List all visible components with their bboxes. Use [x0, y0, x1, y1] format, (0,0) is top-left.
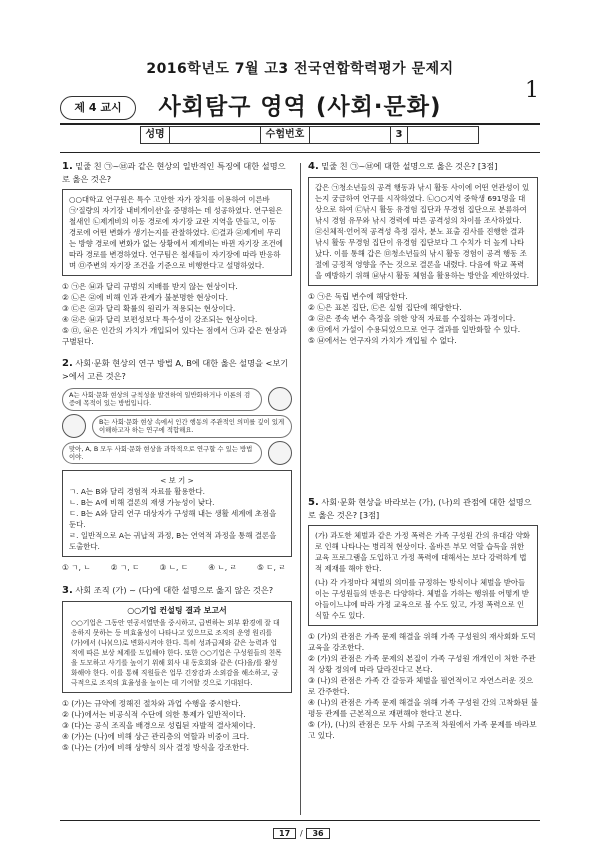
- option-3[interactable]: ③ ㄴ, ㄷ: [159, 563, 189, 573]
- dialogue-row-1: [62, 386, 292, 413]
- session-badge: 제 4 교시: [60, 96, 136, 120]
- option-1[interactable]: ① (가)의 관점은 가족 문제 해결을 위해 가족 구성원의 재사회화 도덕 교육을 강조한다.: [308, 632, 536, 652]
- question-3: [62, 584, 292, 753]
- question-number: 5.: [308, 497, 319, 508]
- bogi-label: < 보 기 >: [160, 476, 194, 486]
- option-1[interactable]: ① (가)는 규약에 정해진 절차와 과업 수행을 중시한다.: [62, 699, 241, 709]
- passage-na: (나) 각 가정마다 체벌의 의미를 규정하는 방식이나 체벌을 받아들이는 구성원들의 반응은 다양하다. 체벌을 가하는 행위를 어떻게 받아들이느냐에 따라 가정 교육으로 볼 수도 있고, 가정 폭력으로 인식할 수도 있다.: [315, 578, 529, 620]
- question-number: 2.: [62, 358, 73, 369]
- passage-box: ○○대학교 연구원은 특수 고안한 자가 장치를 이용하여 이른바 ㉠'질량의 자기장 내비게이션'을 증명하는 데 성공하였다. 연구원은 철새인 ㉡제게비의 이동 경로에 자기장 교란 지역을 만들고, 이동 경로에 어떤 변화가 생기는지를 관찰하였다. ㉢결과 ㉣제게비 무리는 방향 경로에 변화가 없는 상황에서 제게비는 바뀐 자기장 조건에 따라 경로를 변경하였다. 연구팀은 철새들이 자기장에 따라 반응하며 ㉤주변의 자기장 조건을 기준으로 비행한다고 설명하였다.: [62, 189, 292, 276]
- option-1[interactable]: ① ㉠은 ㉥과 달리 규범의 지배를 받지 않는 현상이다.: [62, 282, 238, 291]
- question-stem: 밑줄 친 ㉠~㉥과 같은 현상의 일반적인 특징에 대한 설명으로 옳은 것은?: [62, 161, 286, 184]
- speech-bubble: 맞아, A, B 모두 사회·문화 현상을 과학적으로 연구할 수 있는 방법이야.: [62, 442, 262, 465]
- total-pages: 36: [306, 828, 329, 839]
- question-number: 3.: [62, 585, 73, 597]
- column-divider: [300, 163, 301, 815]
- exam-number-field[interactable]: [310, 126, 391, 144]
- option-4[interactable]: ④ ㉤에서 가설이 수용되었으므로 연구 결과를 일반화할 수 있다.: [308, 325, 521, 334]
- speech-bubble: A는 사회·문화 현상의 규칙성을 발견하여 일반화하거나 이론의 검증에 목적이 있는 방법입니다.: [62, 388, 262, 411]
- bogi-item: ㄱ. A는 B와 달리 경험적 자료를 활용한다.: [69, 487, 206, 497]
- exam-number-digit: 3: [391, 126, 408, 144]
- page-number: 1: [525, 78, 539, 103]
- option-2[interactable]: ② ㉡은 표본 집단, ㉢은 실험 집단에 해당한다.: [308, 303, 462, 312]
- option-1[interactable]: ① ㉠은 독립 변수에 해당한다.: [308, 292, 408, 301]
- passage-box: 갑은 ㉠청소년들의 공격 행동과 낚시 활동 사이에 어떤 연관성이 있는지 궁금하여 연구를 시작하였다. ㉡○○지역 중학생 691명을 대상으로 하여 ㉢낚시 활동 유경험 집단과 무경험 집단으로 분류하여 낚시 경험 유무와 낚시 경력에 따른 공격성의 차이를 조사하였다. ㉣신체적·언어적 공격성 측정 검사, 분노 표출 검사를 진행한 결과 낚시 활동 무경험 집단이 유경험 집단보다 그 수치가 더 높게 나타났다. 이를 통해 갑은 ㉤청소년들의 낚시 활동 경험이 공격 행동 조절에 긍정적 영향을 주는 것으로 결론을 내렸다. 다음에 학교 폭력을 예방하기 위해 ㉥낚시 활동 체험을 활용하는 방안을 제안하였다.: [308, 177, 538, 286]
- person-icon: [62, 414, 86, 438]
- report-text: ○○기업은 그동안 연공서열만을 중시하고, 급변하는 외부 환경에 잘 대응하지 못하는 등 비효율성이 나타나고 있으므로 조직의 운영 원리를 (가)에서 (나)(으)로 변화시켜야 한다. 특히 성과급제와 같은 능력과 업적에 따른 보상 체계를 도입해야 한다. 또한 ○○기업은 구성원들의 친목을 도모하고 사기를 높이기 위해 회사 내 동호회와 같은 (다)을/를 활성화해야 한다. 이를 통해 직원들은 업무 긴장감과 소외감을 해소하고, 궁극적으로 조직의 효율성을 높이는 데 기여할 것으로 기대된다.: [71, 619, 282, 688]
- question-number: 4.: [308, 161, 319, 172]
- question-stem: 밑줄 친 ㉠~㉥에 대한 설명으로 옳은 것은? [3점]: [321, 161, 498, 171]
- option-5[interactable]: ⑤ ㄷ, ㄹ: [256, 563, 286, 573]
- content-rule: [60, 152, 540, 153]
- question-4: [308, 160, 538, 346]
- subject-title: 사회탐구 영역 (사회·문화): [158, 94, 442, 120]
- question-number: 1.: [62, 161, 73, 172]
- name-row: [140, 126, 479, 144]
- bogi-item: ㄴ. B는 A에 비해 결론의 재생 가능성이 낮다.: [69, 498, 215, 508]
- option-5[interactable]: ⑤ (가), (나)의 관점은 모두 사회 구조적 차원에서 가족 문제를 바라보고 있다.: [308, 720, 537, 740]
- option-4[interactable]: ④ (나)의 관점은 가족 문제 해결을 위해 가족 구성원 간의 고착화된 불평등 관계를 근본적으로 재편해야 한다고 본다.: [308, 698, 538, 718]
- option-4[interactable]: ④ ㉣은 ㉥과 달리 보편성보다 특수성이 강조되는 현상이다.: [62, 315, 258, 324]
- option-2[interactable]: ② (가)의 관점은 가족 문제의 본질이 가족 구성원 개개인이 처한 주관적 상황 정의에 따라 달라진다고 본다.: [308, 654, 536, 674]
- option-3[interactable]: ③ ㉣은 종속 변수 측정을 위한 양적 자료를 수집하는 과정이다.: [308, 314, 516, 323]
- name-label: 성명: [140, 126, 170, 144]
- option-5[interactable]: ⑤ (나)는 (가)에 비해 상향식 의사 결정 방식을 강조한다.: [62, 743, 250, 753]
- option-2[interactable]: ② ㄱ, ㄷ: [110, 563, 140, 573]
- current-page: 17: [273, 828, 296, 839]
- option-2[interactable]: ② ㉡은 ㉣에 비해 인과 관계가 불분명한 현상이다.: [62, 293, 229, 302]
- question-stem: 사회 조직 (가) ~ (다)에 대한 설명으로 옳지 않은 것은?: [75, 585, 274, 596]
- dialogue-row-2: [62, 413, 292, 440]
- bogi-box: [62, 470, 292, 557]
- question-5: [308, 496, 538, 741]
- separator: /: [299, 829, 303, 838]
- option-1[interactable]: ① ㄱ, ㄴ: [62, 563, 91, 573]
- report-title: ○○기업 컨설팅 결과 보고서: [127, 606, 227, 616]
- question-2: [62, 357, 292, 574]
- exam-title: 2016학년도 7월 고3 전국연합학력평가 문제지: [146, 61, 454, 77]
- option-3[interactable]: ③ ㉢은 ㉣과 달리 확률의 원리가 적용되는 현상이다.: [62, 304, 236, 313]
- bogi-item: ㄷ. B는 A와 달리 연구 대상자가 구성해 내는 생활 세계에 초점을 둔다.: [69, 509, 277, 530]
- exam-number-label: 수험번호: [261, 126, 310, 144]
- question-1: [62, 160, 292, 347]
- option-3[interactable]: ③ (다)는 공식 조직을 배경으로 성립된 자발적 결사체이다.: [62, 721, 256, 731]
- right-column: [308, 160, 538, 741]
- option-3[interactable]: ③ (나)의 관점은 가족 간 갈등과 체벌을 필연적이고 자연스러운 것으로 간주한다.: [308, 676, 534, 696]
- passage-box: [308, 525, 538, 626]
- question-stem: 사회·문화 현상을 바라보는 (가), (나)의 관점에 대한 설명으로 옳은 것은? [3점]: [308, 497, 532, 520]
- option-5[interactable]: ⑤ ㉥에서는 연구자의 가치가 개입될 수 없다.: [308, 336, 457, 345]
- option-4[interactable]: ④ (가)는 (나)에 비해 상근 관리층의 역할과 비중이 크다.: [62, 732, 250, 742]
- header-rule: [60, 123, 540, 125]
- left-column: [62, 160, 292, 753]
- question-stem: 사회·문화 현상의 연구 방법 A, B에 대한 옳은 설명을 <보기>에서 고른 것은?: [62, 358, 289, 381]
- person-icon: [268, 441, 292, 465]
- person-icon: [268, 387, 292, 411]
- page-counter: [273, 828, 330, 839]
- exam-number-field-rest[interactable]: [408, 126, 479, 144]
- option-4[interactable]: ④ ㄴ, ㄹ: [208, 563, 237, 573]
- options-row: [62, 562, 292, 574]
- bogi-item: ㄹ. 일반적으로 A는 귀납적 과정, B는 연역적 과정을 통해 결론을 도출한다.: [69, 531, 277, 552]
- speech-bubble: B는 사회·문화 현상 속에서 인간 행동의 주관적인 의미를 깊이 있게 이해하고자 하는 연구에 적합해요.: [92, 415, 292, 438]
- report-box: [62, 601, 292, 693]
- name-field[interactable]: [170, 126, 261, 144]
- passage-ga: (가) 과도한 체벌과 같은 가정 폭력은 가족 구성원 간의 유대감 약화로 인해 나타나는 병리적 현상이다. 올바른 부모 역할 습득을 위한 교육 프로그램을 도입하고 가정 폭력에 대해서는 보다 강력하게 법적 제재를 해야 한다.: [315, 531, 530, 573]
- dialogue-row-3: [62, 440, 292, 467]
- option-5[interactable]: ⑤ ㉤, ㉥은 인간의 가치가 개입되어 있다는 점에서 ㉠과 같은 현상과 구별된다.: [62, 326, 287, 346]
- option-2[interactable]: ② (나)에서는 비공식적 수단에 의한 통제가 일반적이다.: [62, 710, 246, 720]
- footer-rule: [60, 820, 540, 821]
